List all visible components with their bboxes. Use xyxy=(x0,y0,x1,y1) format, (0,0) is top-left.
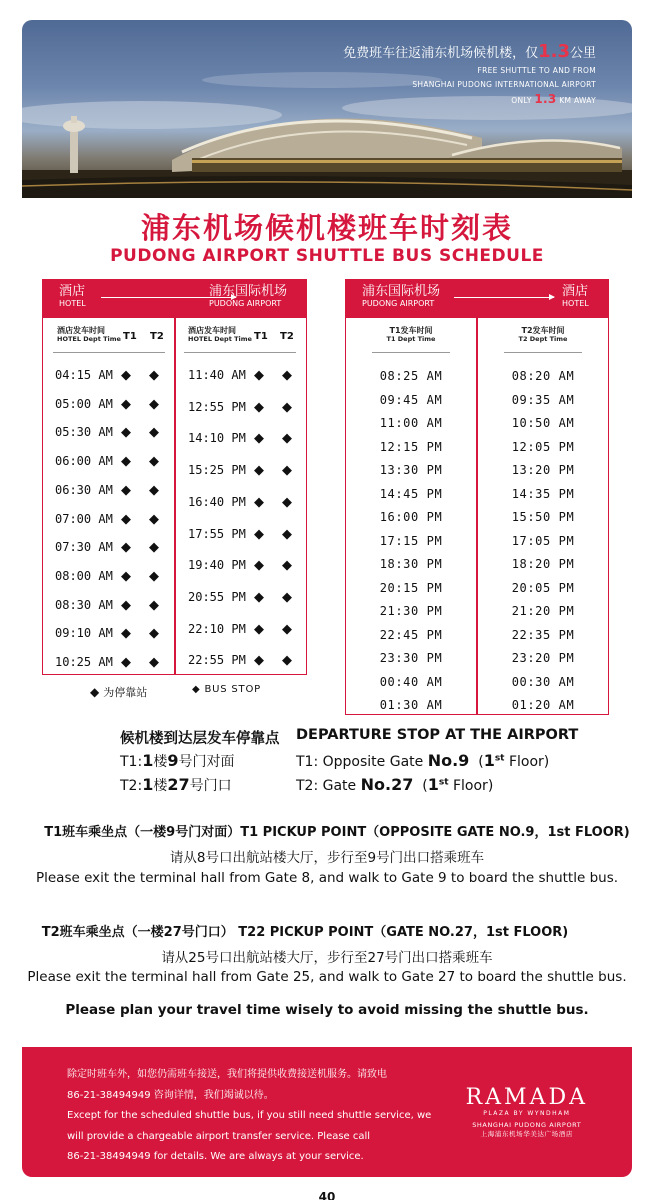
departure-time: 12:05 PM xyxy=(511,439,575,454)
t2-stop-diamond-icon: ◆ xyxy=(149,540,159,556)
destination-cn: 酒店 xyxy=(562,284,589,299)
t2-stop-diamond-icon: ◆ xyxy=(149,368,159,383)
origin-en: HOTEL xyxy=(59,299,86,308)
t2-stop-diamond-icon: ◆ xyxy=(149,454,159,470)
col-head-t1: T1 xyxy=(123,331,137,342)
to-airport-col-right xyxy=(176,318,308,674)
t1-stop-diamond-icon: ◆ xyxy=(121,626,131,642)
departure-time: 12:15 PM xyxy=(379,439,443,454)
banner-en-line2: SHANGHAI PUDONG INTERNATIONAL AIRPORT xyxy=(412,80,596,89)
t2-stop-diamond-icon: ◆ xyxy=(149,425,159,441)
departure-time: 04:15 AM xyxy=(55,368,113,382)
departure-time: 15:25 PM xyxy=(188,463,246,478)
t2-stop-diamond-icon: ◆ xyxy=(149,511,159,527)
footer-line: Except for the scheduled shuttle bus, if you still need shuttle service, we xyxy=(67,1110,432,1121)
departure-time: 22:45 PM xyxy=(379,627,443,642)
page-number: 40 xyxy=(318,1190,336,1200)
logo-location-cn: 上海浦东机场华美达广场酒店 xyxy=(480,1130,573,1138)
departure-time: 18:20 PM xyxy=(511,557,575,571)
col-head-cn: T2发车时间 xyxy=(521,326,565,335)
t2-pickup-en: Please exit the terminal hall from Gate 25, and walk to Gate 27 to board the shuttle bus. xyxy=(27,969,627,985)
to-hotel-header xyxy=(346,280,608,318)
t1-stop-diamond-icon: ◆ xyxy=(121,396,131,412)
t1-en-floor-num: 1 xyxy=(483,751,495,770)
to-airport-header xyxy=(43,280,306,318)
t1-stop-diamond-icon: ◆ xyxy=(254,399,264,415)
origin-cn: 浦东国际机场 xyxy=(362,284,441,299)
schedule-row xyxy=(43,540,175,560)
departure-time: 07:30 AM xyxy=(55,540,113,555)
t1-stop-diamond-icon: ◆ xyxy=(121,597,131,613)
t1-stop-diamond-icon: ◆ xyxy=(121,540,131,556)
t1-stop-diamond-icon: ◆ xyxy=(254,431,264,447)
to-airport-col-left xyxy=(43,318,175,674)
departure-time: 12:55 PM xyxy=(188,399,246,414)
divider xyxy=(372,352,450,353)
t1-pickup-heading: T1班车乘坐点（一楼9号门对面）T1 PICKUP POINT（OPPOSITE GATE NO.9，1st FLOOR) xyxy=(44,825,630,840)
departure-time: 22:10 PM xyxy=(188,621,246,636)
t2-pickup-cn: 请从25号口出航站楼大厅，步行至27号门出口搭乘班车 xyxy=(161,950,493,966)
schedule-row xyxy=(43,569,175,589)
departure-t1-en: T1: Opposite Gate No.9 (1st Floor) xyxy=(296,751,550,770)
t2-stop-diamond-icon: ◆ xyxy=(149,396,159,412)
banner-en-distance: 1.3 xyxy=(534,92,557,106)
schedule-row xyxy=(43,598,175,618)
departure-time: 06:00 AM xyxy=(55,454,113,469)
t2-suffix: 号门口 xyxy=(189,778,232,794)
col-head-cn: 酒店发车时间 xyxy=(57,326,105,335)
departure-time: 14:10 PM xyxy=(188,431,246,446)
t1-stop-diamond-icon: ◆ xyxy=(121,425,131,441)
schedule-row xyxy=(176,622,308,642)
t2-en-floor-word: Floor xyxy=(452,778,488,794)
schedule-row xyxy=(176,590,308,610)
banner-cn-line xyxy=(343,42,596,64)
departure-time: 10:25 AM xyxy=(55,655,113,669)
schedule-row xyxy=(176,495,308,515)
col-head-en: T1 Dept Time xyxy=(386,335,436,343)
t2-stop-diamond-icon: ◆ xyxy=(282,589,292,605)
t2-stop-diamond-icon: ◆ xyxy=(149,568,159,584)
origin-en: PUDONG AIRPORT xyxy=(362,299,435,308)
col-head-en: HOTEL Dept Time xyxy=(188,335,252,343)
page-title-cn: 浦东机场候机楼班车时刻表 xyxy=(140,211,513,245)
departure-time: 09:10 AM xyxy=(55,626,113,641)
departure-time: 11:00 AM xyxy=(379,416,443,430)
col-head-t1-time xyxy=(346,326,476,344)
banner-cn-unit: 公里 xyxy=(569,46,596,61)
departure-time: 20:15 PM xyxy=(379,580,443,595)
departure-time: 00:40 AM xyxy=(379,674,443,689)
destination-en: HOTEL xyxy=(562,299,589,308)
t2-en-gate: No.27 xyxy=(360,775,414,794)
footer-panel xyxy=(22,1047,632,1177)
t1-stop-diamond-icon: ◆ xyxy=(121,511,131,527)
departure-time: 20:05 PM xyxy=(511,580,575,595)
schedule-row xyxy=(43,483,175,503)
t1-stop-diamond-icon: ◆ xyxy=(254,653,264,669)
departure-time: 22:35 PM xyxy=(511,627,575,642)
schedule-row xyxy=(43,512,175,532)
divider xyxy=(53,352,165,353)
departure-time: 08:30 AM xyxy=(55,597,113,612)
t2-stop-diamond-icon: ◆ xyxy=(282,526,292,542)
footer-line: 86-21-38494949 咨询详情，我们竭诚以待。 xyxy=(67,1089,274,1101)
departure-time: 20:55 PM xyxy=(188,589,246,604)
t1-stop-diamond-icon: ◆ xyxy=(254,526,264,542)
col-head-t2: T2 xyxy=(280,331,294,342)
t2-stop-diamond-icon: ◆ xyxy=(149,655,159,670)
t1-stop-diamond-icon: ◆ xyxy=(121,655,131,670)
t1-prefix: T1: xyxy=(120,754,143,770)
schedule-row xyxy=(176,400,308,420)
departure-time: 16:40 PM xyxy=(188,494,246,509)
t1-stop-diamond-icon: ◆ xyxy=(121,454,131,470)
departure-time: 19:40 PM xyxy=(188,558,246,573)
departure-time: 18:30 PM xyxy=(379,557,443,571)
col-head-hotel-time xyxy=(188,326,252,344)
to-hotel-col-t2 xyxy=(478,318,608,714)
schedule-row xyxy=(176,653,308,673)
t2-stop-diamond-icon: ◆ xyxy=(282,463,292,479)
banner-en-line3 xyxy=(343,92,596,108)
t1-en-floor-word: Floor xyxy=(508,754,544,770)
departure-time: 17:05 PM xyxy=(511,533,575,548)
departure-time: 05:00 AM xyxy=(55,396,113,411)
t2-stop-diamond-icon: ◆ xyxy=(282,399,292,415)
t2-stop-diamond-icon: ◆ xyxy=(149,482,159,498)
col-head-t2: T2 xyxy=(150,331,164,342)
schedule-row xyxy=(43,425,175,445)
diamond-icon: ◆ xyxy=(192,684,201,695)
origin-cn: 酒店 xyxy=(59,284,86,299)
banner-cn-distance: 1.3 xyxy=(538,41,570,62)
ramada-logo xyxy=(466,1085,588,1138)
departure-time: 08:25 AM xyxy=(379,369,443,383)
departure-time: 23:30 PM xyxy=(379,651,443,665)
t2-stop-diamond-icon: ◆ xyxy=(282,494,292,510)
t2-en-prefix: T2: Gate xyxy=(296,778,357,794)
page-title-en: PUDONG AIRPORT SHUTTLE BUS SCHEDULE xyxy=(110,246,544,266)
to-airport-origin xyxy=(59,284,86,309)
t1-pickup-en: Please exit the terminal hall from Gate 8, and walk to Gate 9 to board the shuttle bus. xyxy=(35,870,619,886)
departure-time: 11:40 AM xyxy=(188,368,246,382)
t1-stop-diamond-icon: ◆ xyxy=(254,589,264,605)
to-hotel-origin xyxy=(362,284,440,309)
schedule-row xyxy=(43,368,175,388)
col-head-hotel-time xyxy=(57,326,121,344)
footer-line: 除定时班车外，如您仍需班车接送，我们将提供收费接送机服务。请致电 xyxy=(67,1069,387,1080)
departure-time: 01:20 AM xyxy=(511,698,575,712)
t1-en-prefix: T1: Opposite Gate xyxy=(296,754,424,770)
destination-en: PUDONG AIRPORT xyxy=(209,299,282,308)
departure-t1-cn xyxy=(120,751,234,771)
legend-en-label: BUS STOP xyxy=(204,684,261,695)
footer-line: 86-21-38494949 for details. We are always at your service. xyxy=(67,1151,364,1162)
t1-stop-diamond-icon: ◆ xyxy=(254,368,264,383)
departure-time: 14:35 PM xyxy=(511,486,575,501)
schedule-row xyxy=(176,527,308,547)
departure-time: 13:20 PM xyxy=(511,463,575,477)
departure-time: 06:30 AM xyxy=(55,482,113,497)
reminder-text: Please plan your travel time wisely to avoid missing the shuttle bus. xyxy=(65,1002,589,1018)
departure-time: 01:30 AM xyxy=(379,698,443,712)
banner-text xyxy=(343,42,596,108)
to-hotel-col-t1 xyxy=(346,318,476,714)
schedule-row xyxy=(176,368,308,388)
t1-en-floor-sup: st xyxy=(494,753,505,764)
schedule-row xyxy=(43,454,175,474)
col-head-en: HOTEL Dept Time xyxy=(57,335,121,343)
departure-time: 16:00 PM xyxy=(379,510,443,524)
schedule-to-hotel xyxy=(345,279,609,715)
footer-line: will provide a chargeable airport transfer service. Please call xyxy=(67,1130,371,1142)
t2-stop-diamond-icon: ◆ xyxy=(282,558,292,574)
to-airport-destination xyxy=(209,284,287,309)
schedule-row xyxy=(43,397,175,417)
t1-stop-diamond-icon: ◆ xyxy=(254,558,264,574)
departure-time: 08:20 AM xyxy=(511,369,575,383)
logo-location-en: SHANGHAI PUDONG AIRPORT xyxy=(472,1121,582,1129)
schedule-row xyxy=(176,558,308,578)
t2-floor-unit: 楼 xyxy=(153,778,168,794)
schedule-row xyxy=(43,626,175,646)
col-head-t2-time xyxy=(478,326,608,344)
divider xyxy=(504,352,582,353)
legend-cn-label: 为停靠站 xyxy=(103,686,148,699)
t2-floor: 1 xyxy=(142,775,154,794)
destination-cn: 浦东国际机场 xyxy=(209,284,288,299)
t2-pickup-heading: T2班车乘坐点（一楼27号门口） T22 PICKUP POINT（GATE NO.27，1st FLOOR) xyxy=(41,925,569,940)
t1-gate: 9 xyxy=(167,751,179,770)
departure-time: 22:55 PM xyxy=(188,653,246,668)
schedule-row xyxy=(176,463,308,483)
departure-time: 08:00 AM xyxy=(55,568,113,583)
col-head-cn: 酒店发车时间 xyxy=(188,326,236,335)
departure-time: 21:20 PM xyxy=(511,604,575,618)
t2-stop-diamond-icon: ◆ xyxy=(282,653,292,669)
t2-stop-diamond-icon: ◆ xyxy=(282,621,292,637)
col-head-t1: T1 xyxy=(254,331,268,342)
to-hotel-destination xyxy=(562,284,589,309)
departure-time: 17:55 PM xyxy=(188,526,246,541)
departure-time: 09:45 AM xyxy=(379,392,443,407)
departure-time: 09:35 AM xyxy=(511,392,575,407)
t1-stop-diamond-icon: ◆ xyxy=(254,463,264,479)
legend-cn xyxy=(90,684,147,700)
departure-heading-cn: 候机楼到达层发车停靠点 xyxy=(120,731,280,747)
departure-time: 14:45 PM xyxy=(379,486,443,501)
banner-en-only: ONLY xyxy=(511,96,532,105)
banner-en-line1: FREE SHUTTLE TO AND FROM xyxy=(477,66,596,75)
diamond-icon: ◆ xyxy=(90,685,100,699)
t2-prefix: T2: xyxy=(120,778,143,794)
t1-en-gate: No.9 xyxy=(427,751,470,770)
col-head-cn: T1发车时间 xyxy=(389,326,433,335)
departure-time: 05:30 AM xyxy=(55,425,113,440)
schedule-row xyxy=(43,655,175,675)
t2-stop-diamond-icon: ◆ xyxy=(282,431,292,447)
arrow-right-icon xyxy=(454,297,554,298)
airport-photo-banner xyxy=(22,20,632,198)
departure-time: 15:50 PM xyxy=(511,510,575,524)
t1-suffix: 号门对面 xyxy=(178,754,235,770)
departure-t2-en: T2: Gate No.27 (1st Floor) xyxy=(296,775,494,794)
schedule-row xyxy=(176,431,308,451)
t1-stop-diamond-icon: ◆ xyxy=(121,482,131,498)
departure-time: 07:00 AM xyxy=(55,511,113,526)
t1-floor: 1 xyxy=(142,751,154,770)
t2-stop-diamond-icon: ◆ xyxy=(149,626,159,642)
t1-stop-diamond-icon: ◆ xyxy=(121,568,131,584)
divider xyxy=(184,352,296,353)
departure-heading-en: DEPARTURE STOP AT THE AIRPORT xyxy=(296,727,579,743)
t2-stop-diamond-icon: ◆ xyxy=(149,597,159,613)
legend-en xyxy=(192,684,261,695)
t1-floor-unit: 楼 xyxy=(153,754,168,770)
t1-pickup-cn: 请从8号口出航站楼大厅，步行至9号门出口搭乘班车 xyxy=(169,850,485,866)
departure-time: 10:50 AM xyxy=(511,416,575,430)
logo-sub: PLAZA BY WYNDHAM xyxy=(483,1110,571,1117)
t2-gate: 27 xyxy=(167,775,190,794)
banner-en-unit: KM AWAY xyxy=(559,96,596,105)
t1-stop-diamond-icon: ◆ xyxy=(254,621,264,637)
banner-cn-prefix: 免费班车往返浦东机场候机楼，仅 xyxy=(343,46,539,61)
departure-time: 00:30 AM xyxy=(511,674,575,689)
departure-time: 13:30 PM xyxy=(379,463,443,477)
t2-en-floor-num: 1 xyxy=(427,775,439,794)
departure-time: 17:15 PM xyxy=(379,533,443,548)
t1-stop-diamond-icon: ◆ xyxy=(121,368,131,383)
departure-time: 23:20 PM xyxy=(511,651,575,665)
logo-brand: RAMADA xyxy=(465,1085,588,1110)
departure-time: 21:30 PM xyxy=(379,604,443,618)
t2-en-floor-sup: st xyxy=(438,777,449,788)
t1-stop-diamond-icon: ◆ xyxy=(254,494,264,510)
t2-stop-diamond-icon: ◆ xyxy=(282,368,292,383)
departure-t2-cn xyxy=(120,775,232,795)
footer-text xyxy=(67,1065,431,1168)
col-head-en: T2 Dept Time xyxy=(518,335,568,343)
schedule-to-airport xyxy=(42,279,307,675)
